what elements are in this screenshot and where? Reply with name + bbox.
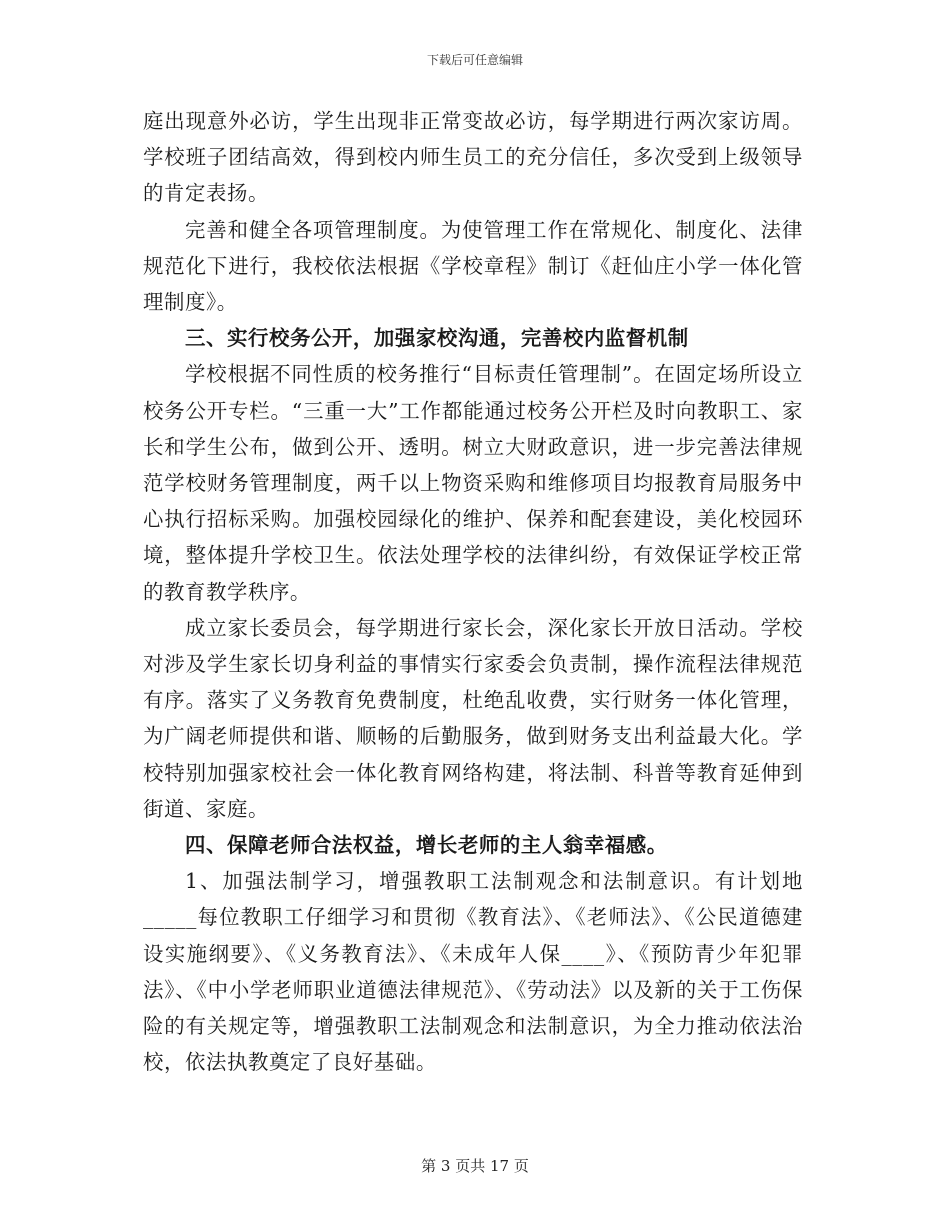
paragraph-law-study: 1、加强法制学习，增强教职工法制观念和法制意识。有计划地_____每位教职工仔细学习和贯彻《教育法》、《老师法》、《公民道德建设实施纲要》、《义务教育法》、《未成年人保____》、《预防青少年犯罪法》、《中小学老师职业道德法律规范》、《劳动法》以及新的关于工伤保险的有关规定等，增强教职工法制观念和法制意识，为全力推动依法治校，依法执教奠定了良好基础。 [143, 869, 803, 1075]
paragraph-parent-committee: 成立家长委员会，每学期进行家长会，深化家长开放日活动。学校对涉及学生家长切身利益的事情实行家委会负责制，操作流程法律规范有序。落实了义务教育免费制度，杜绝乱收费，实行财务一体化管理，为广阔老师提供和谐、顺畅的后勤服务，做到财务支出利益最大化。学校特别加强家校社会一体化教育网络构建，将法制、科普等教育延伸到街道、家庭。 [143, 615, 803, 821]
section-heading-4: 四、保障老师合法权益，增长老师的主人翁幸福感。 [185, 833, 668, 858]
paragraph-management-system: 完善和健全各项管理制度。为使管理工作在常规化、制度化、法律规范化下进行，我校依法根据《学校章程》制订《赶仙庄小学一体化管理制度》。 [143, 217, 803, 315]
section-heading-3: 三、实行校务公开，加强家校沟通，完善校内监督机制 [185, 326, 689, 351]
document-body [143, 103, 803, 1080]
paragraph-continued: 庭出现意外必访，学生出现非正常变故必访，每学期进行两次家访周。学校班子团结高效，得到校内师生员工的充分信任，多次受到上级领导的肯定表扬。 [143, 109, 803, 206]
page-header-note: 下载后可任意编辑 [426, 53, 523, 67]
paragraph-affairs-disclosure: 学校根据不同性质的校务推行“目标责任管理制”。在固定场所设立校务公开专栏。“三重一大”工作都能通过校务公开栏及时向教职工、家长和学生公布，做到公开、透明。树立大财政意识，进一步完善法律规范学校财务管理制度，两千以上物资采购和维修项目均报教育局服务中心执行招标采购。加强校园绿化的维护、保养和配套建设，美化校园环境，整体提升学校卫生。依法处理学校的法律纠纷，有效保证学校正常的教育教学秩序。 [143, 362, 803, 604]
page-number: 第 3 页共 17 页 [421, 1157, 529, 1175]
